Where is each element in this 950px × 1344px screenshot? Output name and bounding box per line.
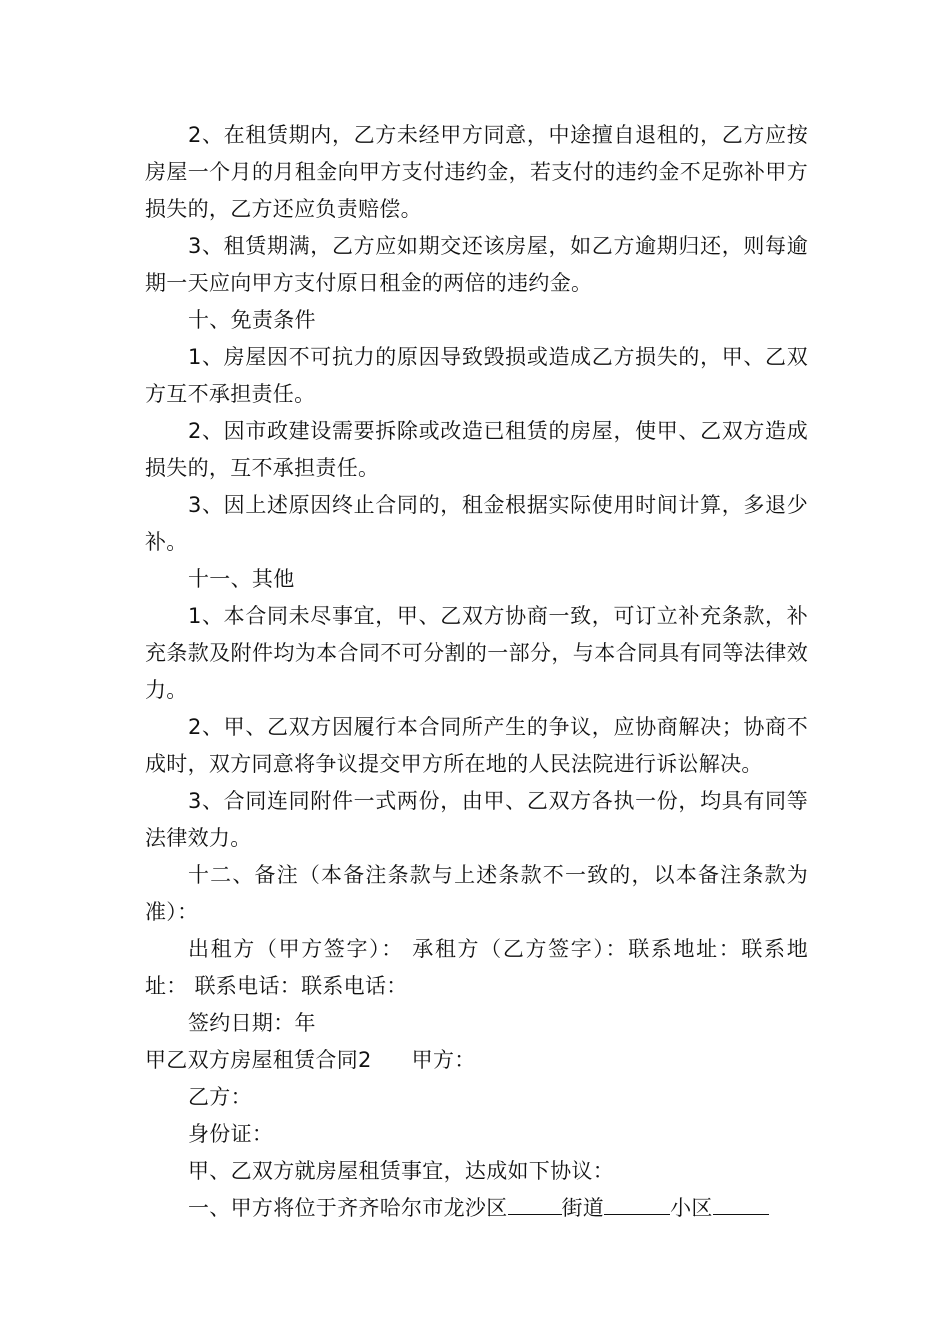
signature-block: 出租方（甲方签字）： 承租方（乙方签字）：联系地址：联系地址： 联系电话：联系电话： [145, 937, 808, 998]
clause-one-line [145, 1190, 808, 1227]
party-a-label: 甲方： [411, 1048, 476, 1072]
section-heading: 十二、备注（本备注条款与上述条款不一致的，以本备注条款为准）： [145, 863, 808, 924]
paragraph: 1、房屋因不可抗力的原因导致毁损或造成乙方损失的，甲、乙双方互不承担责任。 [145, 345, 808, 406]
section-heading: 十、免责条件 [188, 308, 316, 332]
agreement-intro: 甲、乙双方就房屋租赁事宜，达成如下协议： [188, 1159, 614, 1183]
paragraph: 1、本合同未尽事宜，甲、乙双方协商一致，可订立补充条款，补充条款及附件均为本合同不可分割的一部分，与本合同具有同等法律效力。 [145, 604, 808, 702]
blank-field-building [713, 1190, 769, 1215]
clause-one-text-1: 一、甲方将位于齐齐哈尔市龙沙区 [188, 1196, 508, 1220]
id-card-label: 身份证： [188, 1122, 274, 1146]
blank-field-street [508, 1190, 562, 1215]
paragraph: 2、甲、乙双方因履行本合同所产生的争议，应协商解决；协商不成时，双方同意将争议提交甲方所在地的人民法院进行诉讼解决。 [145, 715, 808, 776]
clause-one-text-3: 小区 [670, 1196, 713, 1220]
section-heading: 十一、其他 [188, 567, 295, 591]
party-b-label: 乙方： [188, 1085, 252, 1109]
paragraph: 3、租赁期满，乙方应如期交还该房屋，如乙方逾期归还，则每逾期一天应向甲方支付原日租金的两倍的违约金。 [145, 234, 808, 295]
paragraph: 3、因上述原因终止合同的，租金根据实际使用时间计算，多退少补。 [145, 493, 808, 554]
blank-field-community [604, 1190, 670, 1215]
paragraph: 2、因市政建设需要拆除或改造已租赁的房屋，使甲、乙双方造成损失的，互不承担责任。 [145, 419, 808, 480]
contract-title-line [145, 1042, 808, 1079]
signing-date: 签约日期：年 [188, 1011, 316, 1035]
paragraph: 2、在租赁期内，乙方未经甲方同意，中途擅自退租的，乙方应按房屋一个月的月租金向甲方支付违约金，若支付的违约金不足弥补甲方损失的，乙方还应负责赔偿。 [145, 123, 808, 221]
clause-one-text-2: 街道 [561, 1196, 605, 1220]
contract-title: 甲乙双方房屋租赁合同2 [145, 1048, 372, 1072]
paragraph: 3、合同连同附件一式两份，由甲、乙双方各执一份，均具有同等法律效力。 [145, 789, 808, 850]
document-body [145, 117, 808, 1227]
